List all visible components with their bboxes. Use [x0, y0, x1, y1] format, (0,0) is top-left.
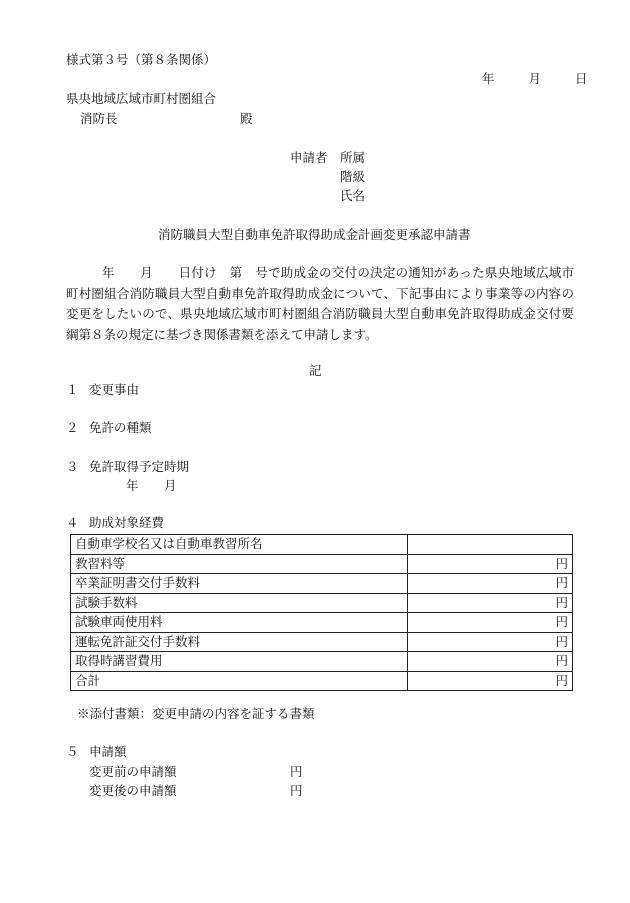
- cost-item-label: 試験手数料: [71, 593, 408, 613]
- cost-item-value: 円: [408, 554, 573, 574]
- attachment-note: ※添付書類：変更申請の内容を証する書類: [77, 706, 315, 721]
- cost-item-value: [408, 535, 573, 555]
- table-row: [71, 632, 573, 652]
- body-paragraph: 年 月 日付け 第 号で助成金の交付の決定の通知があった県央地域広域市町村圏組合消防職員大型自動車免許取得助成金について、下記事由により事業等の内容の変更をしたいので、県央地域広域市町村圏組合消防職員大型自動車免許取得助成金交付要綱第８条の規定に基づき関係書類を添えて申請します。: [66, 265, 574, 342]
- table-row: [71, 613, 573, 633]
- section-1-number: １: [66, 382, 79, 397]
- cost-item-label: 自動車学校名又は自動車教習所名: [71, 535, 408, 555]
- cost-item-label: 運転免許証交付手数料: [71, 632, 408, 652]
- table-row: [71, 593, 573, 613]
- amount-before-label: 変更前の申請額: [89, 764, 177, 779]
- section-2-number: ２: [66, 420, 79, 435]
- recipient-honorific: 殿: [240, 111, 253, 126]
- section-3-year: 年: [126, 478, 139, 493]
- cost-item-label: 取得時講習費用: [71, 652, 408, 672]
- section-3-number: ３: [66, 459, 79, 474]
- applicant-name: 氏名: [340, 188, 366, 203]
- amount-after-unit: 円: [290, 783, 303, 798]
- recipient-title: 消防長: [80, 111, 118, 126]
- cost-item-value: 円: [408, 632, 573, 652]
- amount-after-label: 変更後の申請額: [89, 783, 177, 798]
- table-row: [71, 574, 573, 594]
- date-day: 日: [574, 71, 588, 86]
- cost-item-value: 円: [408, 652, 573, 672]
- section-2-title: 免許の種類: [89, 420, 152, 435]
- table-row: [71, 535, 573, 555]
- cost-item-label: 合計: [71, 671, 408, 691]
- table-row: [71, 554, 573, 574]
- section-3-month: 月: [164, 478, 177, 493]
- date-line: [482, 71, 587, 87]
- cost-item-value: 円: [408, 574, 573, 594]
- table-row: [71, 671, 573, 691]
- document-title: 消防職員大型自動車免許取得助成金計画変更承認申請書: [158, 227, 471, 242]
- amount-before-unit: 円: [290, 764, 303, 779]
- cost-item-label: 試験車両使用料: [71, 613, 408, 633]
- ki-heading: 記: [309, 363, 322, 378]
- section-4-title: 助成対象経費: [89, 515, 165, 530]
- applicant-affiliation: 所属: [340, 150, 366, 165]
- form-label: 様式第３号（第８条関係）: [66, 52, 217, 67]
- section-5-title: 申請額: [89, 744, 127, 759]
- date-month: 月: [528, 71, 541, 86]
- applicant-rank: 階級: [340, 169, 366, 184]
- cost-item-label: 卒業証明書交付手数料: [71, 574, 408, 594]
- section-5-number: ５: [66, 744, 79, 759]
- date-year: 年: [482, 71, 495, 86]
- cost-item-value: 円: [408, 671, 573, 691]
- applicant-label: 申請者: [290, 150, 328, 165]
- recipient-org: 県央地域広域市町村圏組合: [66, 91, 217, 106]
- cost-item-value: 円: [408, 613, 573, 633]
- table-row: [71, 652, 573, 672]
- cost-item-label: 教習料等: [71, 554, 408, 574]
- cost-table: [70, 534, 573, 691]
- section-1-title: 変更事由: [89, 382, 140, 397]
- section-3-title: 免許取得予定時期: [89, 459, 190, 474]
- section-4-number: ４: [66, 515, 79, 530]
- cost-item-value: 円: [408, 593, 573, 613]
